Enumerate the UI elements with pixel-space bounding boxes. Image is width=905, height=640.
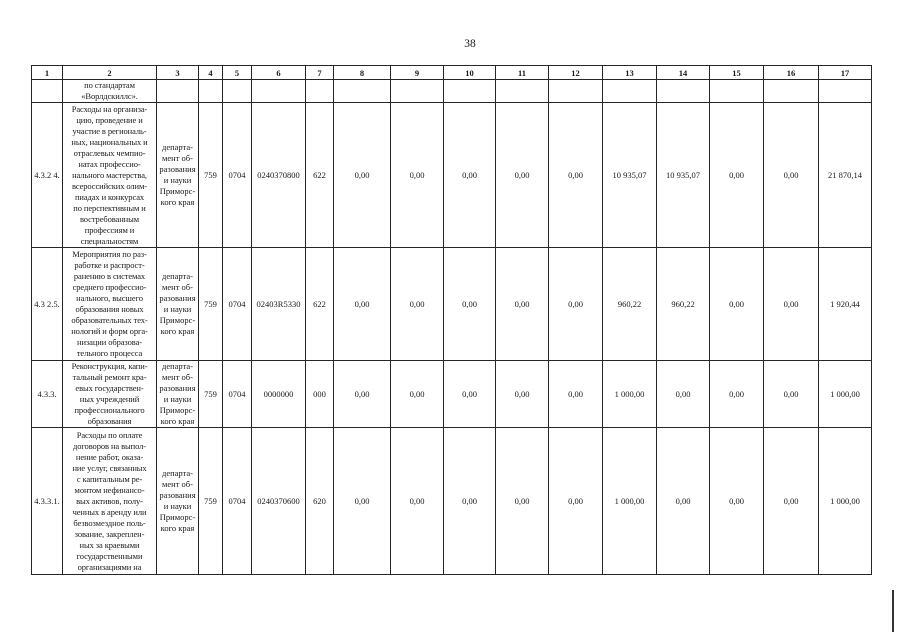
row-code: 4.3.2 4. (32, 103, 63, 248)
value-cell: 622 (306, 248, 334, 361)
column-number: 10 (444, 66, 496, 80)
column-number: 17 (819, 66, 872, 80)
value-cell: 0,00 (444, 248, 496, 361)
value-cell: 1 000,00 (819, 428, 872, 575)
table-row (32, 248, 872, 361)
value-cell: 759 (199, 428, 223, 575)
value-cell: 0,00 (657, 361, 710, 428)
value-cell: 21 870,14 (819, 103, 872, 248)
value-cell: 0,00 (334, 428, 391, 575)
empty-cell (549, 80, 603, 103)
value-cell: 0,00 (334, 361, 391, 428)
value-cell: 02403R5330 (252, 248, 306, 361)
value-cell: 620 (306, 428, 334, 575)
page-number: 38 (464, 38, 476, 50)
column-number: 8 (334, 66, 391, 80)
value-cell: 0,00 (391, 361, 444, 428)
empty-cell (710, 80, 764, 103)
value-cell: 0,00 (444, 361, 496, 428)
column-number: 16 (764, 66, 819, 80)
value-cell: 0,00 (764, 248, 819, 361)
empty-cell (496, 80, 549, 103)
row-executor: департа- мент об- разования и науки Приморс- кого края (157, 428, 199, 575)
table-row (32, 361, 872, 428)
value-cell: 622 (306, 103, 334, 248)
empty-cell (819, 80, 872, 103)
empty-cell (603, 80, 657, 103)
value-cell: 759 (199, 103, 223, 248)
empty-cell (657, 80, 710, 103)
empty-cell (223, 80, 252, 103)
value-cell: 960,22 (657, 248, 710, 361)
value-cell: 0,00 (710, 361, 764, 428)
value-cell: 0,00 (334, 248, 391, 361)
value-cell: 1 000,00 (819, 361, 872, 428)
value-cell: 759 (199, 361, 223, 428)
value-cell: 000 (306, 361, 334, 428)
continuation-text: по стандартам «Ворлдскиллс». (63, 80, 157, 103)
empty-cell (306, 80, 334, 103)
value-cell: 0,00 (496, 428, 549, 575)
row-code: 4.3.3.1. (32, 428, 63, 575)
value-cell: 1 000,00 (603, 428, 657, 575)
value-cell: 1 920,44 (819, 248, 872, 361)
table-row (32, 103, 872, 248)
row-executor: департа- мент об- разования и науки Приморс- кого края (157, 103, 199, 248)
column-number: 1 (32, 66, 63, 80)
column-number: 9 (391, 66, 444, 80)
value-cell: 0,00 (496, 103, 549, 248)
empty-cell (252, 80, 306, 103)
column-number: 4 (199, 66, 223, 80)
value-cell: 10 935,07 (657, 103, 710, 248)
value-cell: 0,00 (710, 248, 764, 361)
column-number: 12 (549, 66, 603, 80)
value-cell: 0,00 (496, 361, 549, 428)
column-number: 14 (657, 66, 710, 80)
budget-table (31, 65, 872, 575)
value-cell: 960,22 (603, 248, 657, 361)
value-cell: 0,00 (549, 428, 603, 575)
value-cell: 0704 (223, 103, 252, 248)
scan-mark (892, 590, 894, 632)
row-code: 4.3.3. (32, 361, 63, 428)
empty-cell (391, 80, 444, 103)
column-number: 15 (710, 66, 764, 80)
value-cell: 0,00 (764, 361, 819, 428)
column-number: 7 (306, 66, 334, 80)
column-number: 2 (63, 66, 157, 80)
row-name: Мероприятия по раз- работке и распрост- ранению в системах среднего профессио- нального, высшего образования новых образовательных тех- нологий и форм орга- низации образова- тельного процесса (63, 248, 157, 361)
value-cell: 0,00 (764, 428, 819, 575)
empty-cell (444, 80, 496, 103)
value-cell: 0240370600 (252, 428, 306, 575)
value-cell: 0,00 (549, 248, 603, 361)
empty-cell (199, 80, 223, 103)
value-cell: 0,00 (657, 428, 710, 575)
value-cell: 0,00 (334, 103, 391, 248)
value-cell: 759 (199, 248, 223, 361)
header-row (32, 66, 872, 80)
empty-cell (334, 80, 391, 103)
value-cell: 0000000 (252, 361, 306, 428)
column-number: 5 (223, 66, 252, 80)
value-cell: 0,00 (444, 103, 496, 248)
value-cell: 1 000,00 (603, 361, 657, 428)
value-cell: 0,00 (444, 428, 496, 575)
column-number: 3 (157, 66, 199, 80)
value-cell: 0,00 (391, 103, 444, 248)
column-number: 6 (252, 66, 306, 80)
value-cell: 0704 (223, 361, 252, 428)
empty-cell (764, 80, 819, 103)
empty-cell (32, 80, 63, 103)
value-cell: 0,00 (391, 248, 444, 361)
value-cell: 0704 (223, 248, 252, 361)
value-cell: 0,00 (391, 428, 444, 575)
value-cell: 0704 (223, 428, 252, 575)
row-code: 4.3 2.5. (32, 248, 63, 361)
column-number: 13 (603, 66, 657, 80)
row-executor: департа- мент об- разования и науки Приморс- кого края (157, 361, 199, 428)
value-cell: 0,00 (710, 428, 764, 575)
row-name: Расходы по оплате договоров на выпол- нение работ, оказа- ние услуг, связанных с капитальным ре- монтом нефинансо- вых активов, полу- ченных в аренду или безвозмездное поль- зование, закреплен- ных за краевыми государственными организациями на (63, 428, 157, 575)
value-cell: 0,00 (549, 103, 603, 248)
value-cell: 0,00 (549, 361, 603, 428)
row-name: Расходы на организа- цию, проведение и участие в региональ- ных, национальных и отраслевых чемпио- натах профессио- нального мастерства, всероссийских олим- пиадах и конкурсах по перспективным и востребованным профессиям и специальностям (63, 103, 157, 248)
continuation-row (32, 80, 872, 103)
value-cell: 10 935,07 (603, 103, 657, 248)
row-name: Реконструкция, капи- тальный ремонт кра- евых государствен- ных учреждений профессионального образования (63, 361, 157, 428)
value-cell: 0,00 (710, 103, 764, 248)
value-cell: 0,00 (496, 248, 549, 361)
value-cell: 0240370800 (252, 103, 306, 248)
column-number: 11 (496, 66, 549, 80)
table-row (32, 428, 872, 575)
empty-cell (157, 80, 199, 103)
value-cell: 0,00 (764, 103, 819, 248)
row-executor: департа- мент об- разования и науки Приморс- кого края (157, 248, 199, 361)
